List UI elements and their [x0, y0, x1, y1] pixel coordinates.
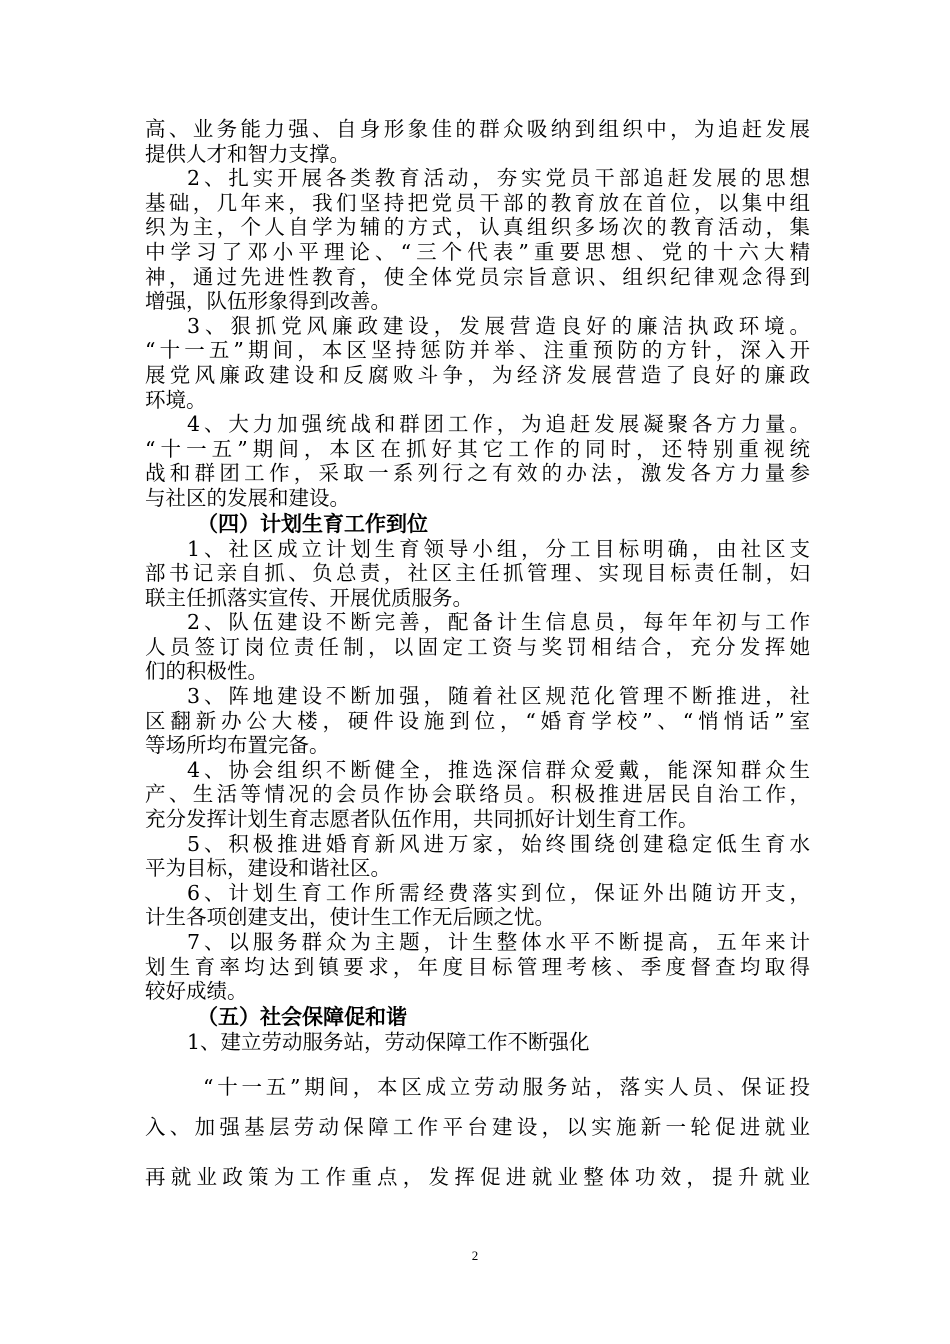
paragraph-line: 1、社区成立计划生育领导小组，分工目标明确，由社区支 — [187, 536, 810, 561]
document-body — [145, 117, 810, 1054]
paragraph-line: 7、以服务群众为主题，计生整体水平不断提高，五年来计 — [187, 930, 810, 954]
paragraph-line: 环境。 — [145, 387, 207, 412]
paragraph-line: 计生各项创建支出，使计生工作无后顾之忧。 — [145, 905, 555, 930]
paragraph-line: 2、队伍建设不断完善，配备计生信息员，每年年初与工作 — [187, 610, 810, 635]
paragraph-line: 4、协会组织不断健全，推选深信群众爱戴，能深知群众生 — [187, 757, 810, 782]
section-heading: （四）计划生育工作到位 — [197, 511, 428, 536]
paragraph-line: 增强，队伍形象得到改善。 — [145, 289, 391, 314]
paragraph-line: 5、积极推进婚育新风进万家，始终围绕创建稳定低生育水 — [187, 831, 810, 856]
paragraph-line: 3、阵地建设不断加强，随着社区规范化管理不断推进，社 — [187, 684, 810, 709]
paragraph-line: 入、加强基层劳动保障工作平台建设，以实施新一轮促进就业 — [145, 1115, 810, 1139]
paragraph-line: 与社区的发展和建设。 — [145, 485, 350, 510]
paragraph-line: 区翻新办公大楼，硬件设施到位，“婚育学校”、“悄悄话”室 — [145, 708, 810, 733]
paragraph-line: 再就业政策为工作重点，发挥促进就业整体功效，提升就业 — [145, 1165, 810, 1189]
paragraph-line: 神，通过先进性教育，使全体党员宗旨意识、组织纪律观念得到 — [145, 264, 810, 289]
paragraph-line: 等场所均布置完备。 — [145, 733, 330, 758]
subsection-title: 1、建立劳动服务站，劳动保障工作不断强化 — [187, 1029, 590, 1054]
paragraph-line: 3、狠抓党风廉政建设，发展营造良好的廉洁执政环境。 — [187, 313, 810, 338]
paragraph-line: 战和群团工作，采取一系列行之有效的办法，激发各方力量参 — [145, 461, 810, 486]
paragraph-line: “十一五”期间，本区在抓好其它工作的同时，还特别重视统 — [145, 436, 810, 461]
section-heading: （五）社会保障促和谐 — [197, 1004, 407, 1029]
paragraph-line: 联主任抓落实宣传、开展优质服务。 — [145, 585, 473, 610]
paragraph-line: 4、大力加强统战和群团工作，为追赶发展凝聚各方力量。 — [187, 412, 810, 437]
paragraph-line: 中学习了邓小平理论、“三个代表”重要思想、党的十六大精 — [145, 239, 810, 264]
paragraph-line: 产、生活等情况的会员作协会联络员。积极推进居民自治工作， — [145, 782, 810, 807]
paragraph-line: 们的积极性。 — [145, 659, 268, 684]
paragraph-line: 人员签订岗位责任制，以固定工资与奖罚相结合，充分发挥她 — [145, 634, 810, 659]
paragraph-line: 织为主，个人自学为辅的方式，认真组织多场次的教育活动，集 — [145, 215, 810, 240]
paragraph-line: 2、扎实开展各类教育活动，夯实党员干部追赶发展的思想 — [187, 166, 810, 191]
paragraph-line: 平为目标，建设和谐社区。 — [145, 856, 391, 881]
paragraph-line: 6、计划生育工作所需经费落实到位，保证外出随访开支， — [187, 880, 810, 905]
paragraph-line: 较好成绩。 — [145, 979, 248, 1004]
paragraph-line: 部书记亲自抓、负总责，社区主任抓管理、实现目标责任制，妇 — [145, 561, 810, 586]
paragraph-line: 充分发挥计划生育志愿者队伍作用，共同抓好计划生育工作。 — [145, 807, 699, 832]
paragraph-line: “十一五”期间，本区成立劳动服务站，落实人员、保证投 — [203, 1075, 810, 1099]
paragraph-line: 划生育率均达到镇要求，年度目标管理考核、季度督查均取得 — [145, 954, 810, 979]
paragraph-line: 展党风廉政建设和反腐败斗争，为经济发展营造了良好的廉政 — [145, 362, 810, 387]
paragraph-line: 提供人才和智力支撑。 — [145, 141, 350, 166]
paragraph-line: 基础，几年来，我们坚持把党员干部的教育放在首位，以集中组 — [145, 190, 810, 215]
paragraph-line: 高、业务能力强、自身形象佳的群众吸纳到组织中，为追赶发展 — [145, 117, 810, 141]
page-number: 2 — [471, 1248, 479, 1263]
paragraph-line: “十一五”期间，本区坚持惩防并举、注重预防的方针，深入开 — [145, 338, 810, 363]
